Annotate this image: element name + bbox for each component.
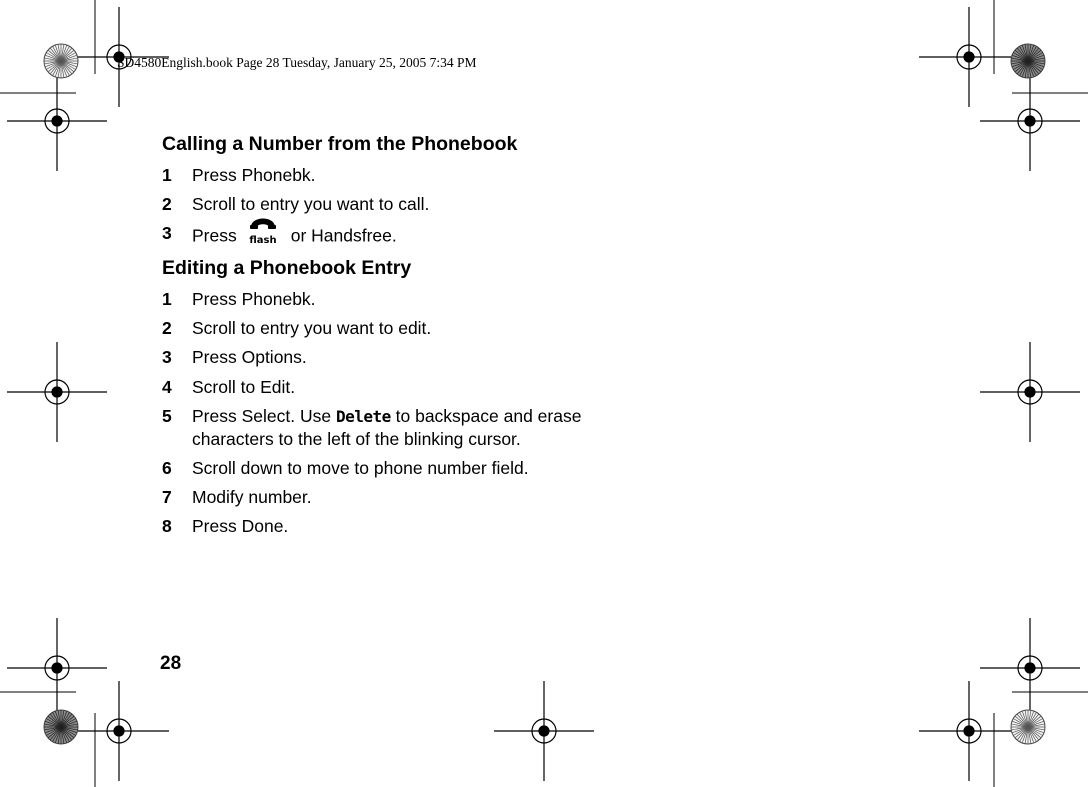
step-number: 7 xyxy=(162,487,172,507)
step-number: 1 xyxy=(162,165,172,185)
step-text-after: or Handsfree. xyxy=(290,225,397,246)
registration-mark-icon xyxy=(69,681,169,781)
step-text-before: Press xyxy=(192,225,237,246)
flash-key-icon xyxy=(247,212,279,252)
step-number: 2 xyxy=(162,194,172,214)
registration-mark-icon xyxy=(980,342,1080,442)
registration-mark-icon xyxy=(7,618,107,718)
step-number: 8 xyxy=(162,516,172,536)
step-number: 3 xyxy=(162,223,172,243)
step-text: Scroll to entry you want to edit. xyxy=(192,318,432,338)
book-slug-line: SD4580English.book Page 28 Tuesday, January 25, 2005 7:34 PM xyxy=(117,55,477,70)
step-number: 4 xyxy=(162,377,172,397)
step-text: Press Phonebk. xyxy=(192,165,316,185)
color-target-icon xyxy=(1011,710,1045,744)
registration-mark-icon xyxy=(919,7,1019,107)
step-text: Modify number. xyxy=(192,487,312,507)
step-text: Scroll to entry you want to call. xyxy=(192,194,430,214)
step-number: 3 xyxy=(162,347,172,367)
step-text: Scroll down to move to phone number field. xyxy=(192,458,529,478)
step-number: 6 xyxy=(162,458,172,478)
step-text: Scroll to Edit. xyxy=(192,377,296,397)
step-number: 1 xyxy=(162,289,172,309)
registration-mark-icon xyxy=(980,71,1080,171)
step-text: Press Options. xyxy=(192,347,307,367)
svg-text:flash: flash xyxy=(249,235,277,246)
step-text-after: to backspace and erase characters to the left of the blinking cursor. xyxy=(192,406,582,449)
registration-mark-icon xyxy=(7,71,107,171)
delete-softkey-label: Delete xyxy=(335,407,391,426)
registration-mark-icon xyxy=(494,681,594,781)
registration-mark-icon xyxy=(980,618,1080,718)
step-text xyxy=(192,222,397,252)
registration-mark-icon xyxy=(7,342,107,442)
step-text-before: Press Select. Use xyxy=(192,406,332,426)
color-target-icon xyxy=(44,44,78,78)
section-heading-editing: Editing a Phonebook Entry xyxy=(162,257,412,279)
color-target-icon xyxy=(44,710,78,744)
step-text: Press Done. xyxy=(192,516,289,536)
step-text xyxy=(192,405,632,451)
page-number: 28 xyxy=(160,653,182,674)
color-target-icon xyxy=(1011,44,1045,78)
step-text: Press Phonebk. xyxy=(192,289,316,309)
step-number: 2 xyxy=(162,318,172,338)
section-heading-calling: Calling a Number from the Phonebook xyxy=(162,133,518,155)
step-number: 5 xyxy=(162,406,172,426)
registration-mark-icon xyxy=(919,681,1019,781)
